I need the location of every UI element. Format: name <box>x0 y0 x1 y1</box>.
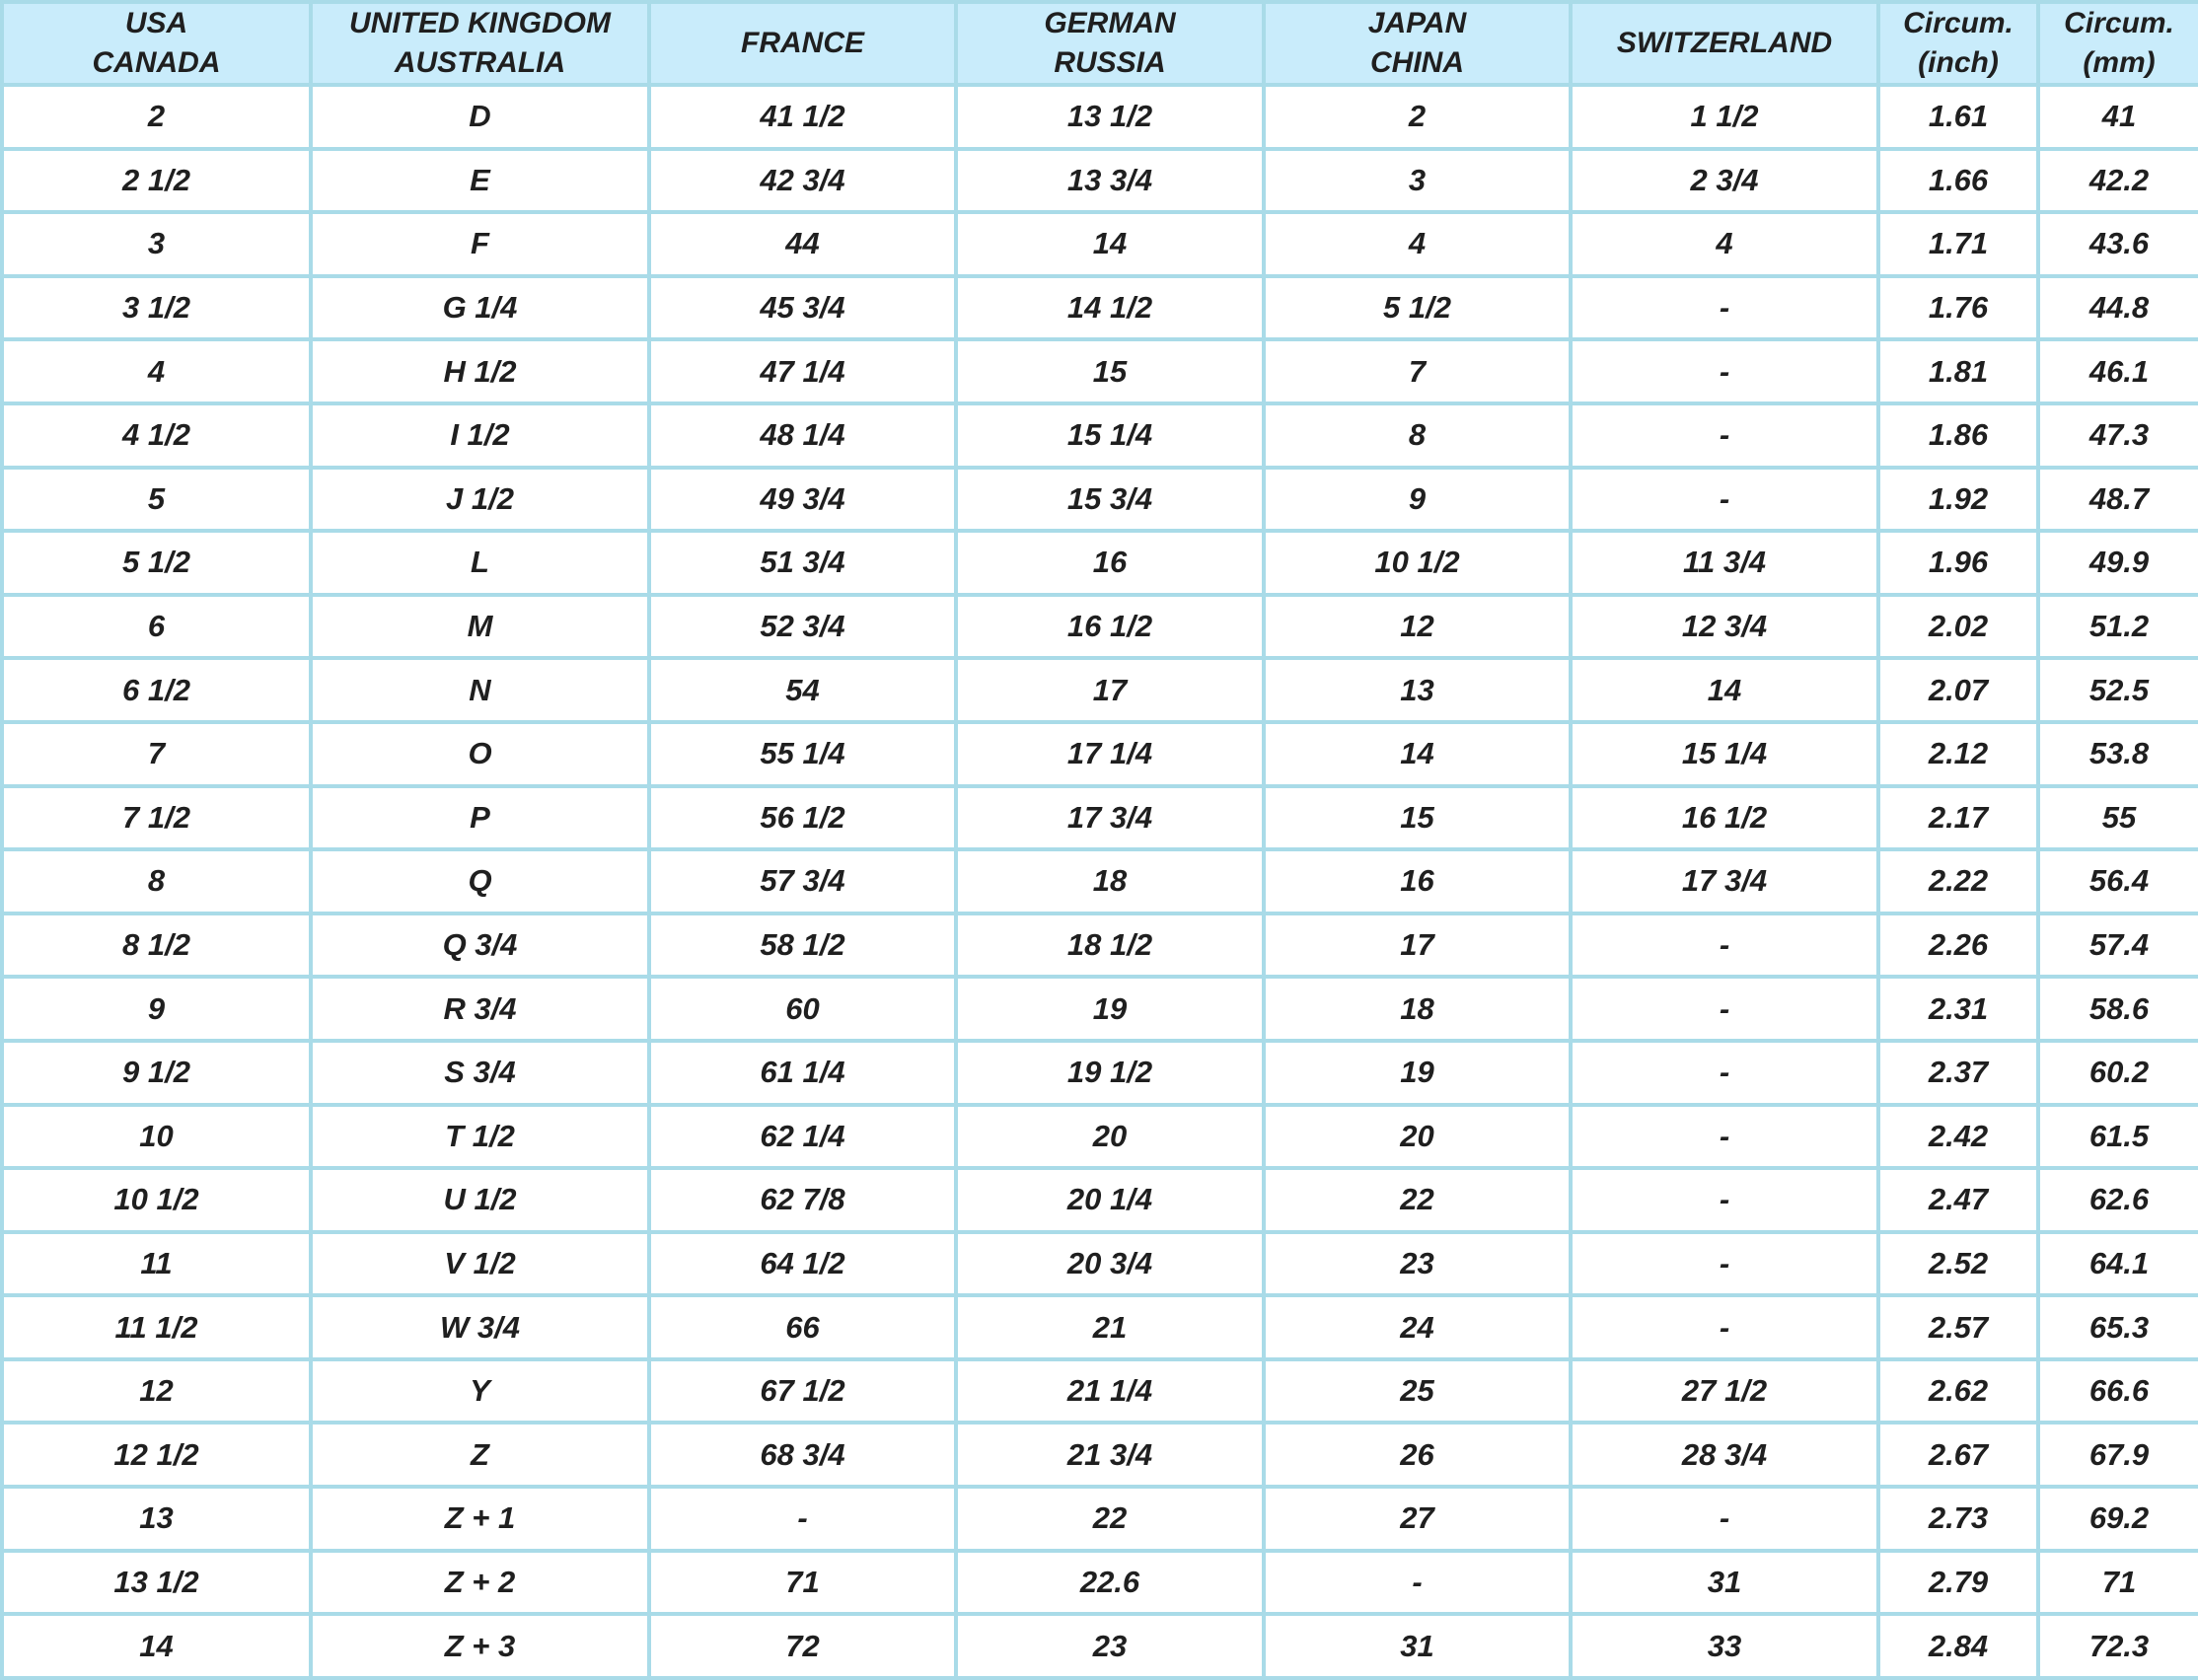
cell-circumference-inch: 2.62 <box>1878 1359 2038 1424</box>
column-header-line: UNITED KINGDOM <box>349 7 611 39</box>
cell-japan-china: 9 <box>1264 468 1571 532</box>
cell-circumference-inch: 2.57 <box>1878 1295 2038 1359</box>
cell-usa-canada: 8 1/2 <box>2 913 311 978</box>
cell-circumference-inch: 2.79 <box>1878 1551 2038 1615</box>
cell-switzerland: 33 <box>1571 1614 1878 1678</box>
cell-switzerland: - <box>1571 1295 1878 1359</box>
cell-france: 62 7/8 <box>649 1168 956 1232</box>
table-row <box>2 339 2198 403</box>
cell-circumference-inch: 2.31 <box>1878 977 2038 1041</box>
cell-circumference-inch: 2.02 <box>1878 595 2038 659</box>
cell-uk-australia: R 3/4 <box>311 977 649 1041</box>
cell-usa-canada: 10 <box>2 1105 311 1169</box>
cell-uk-australia: W 3/4 <box>311 1295 649 1359</box>
cell-switzerland: - <box>1571 1487 1878 1551</box>
table-row <box>2 1551 2198 1615</box>
cell-uk-australia: Z + 3 <box>311 1614 649 1678</box>
cell-usa-canada: 4 1/2 <box>2 403 311 468</box>
cell-circumference-mm: 61.5 <box>2038 1105 2198 1169</box>
cell-german-russia: 17 3/4 <box>956 786 1264 850</box>
cell-switzerland: 17 3/4 <box>1571 849 1878 913</box>
cell-france: 66 <box>649 1295 956 1359</box>
cell-german-russia: 13 1/2 <box>956 85 1264 149</box>
cell-circumference-inch: 1.61 <box>1878 85 2038 149</box>
cell-uk-australia: P <box>311 786 649 850</box>
cell-german-russia: 20 3/4 <box>956 1232 1264 1296</box>
cell-japan-china: 4 <box>1264 212 1571 276</box>
column-header-circumference-inch <box>1878 2 2038 85</box>
cell-switzerland: - <box>1571 1168 1878 1232</box>
cell-circumference-mm: 69.2 <box>2038 1487 2198 1551</box>
table-row <box>2 531 2198 595</box>
cell-circumference-inch: 2.26 <box>1878 913 2038 978</box>
cell-german-russia: 20 <box>956 1105 1264 1169</box>
table-row <box>2 977 2198 1041</box>
cell-japan-china: - <box>1264 1551 1571 1615</box>
cell-switzerland: - <box>1571 468 1878 532</box>
table-row <box>2 849 2198 913</box>
cell-switzerland: 15 1/4 <box>1571 722 1878 786</box>
cell-circumference-mm: 48.7 <box>2038 468 2198 532</box>
table-row <box>2 658 2198 722</box>
cell-japan-china: 16 <box>1264 849 1571 913</box>
table-row <box>2 786 2198 850</box>
cell-circumference-inch: 1.81 <box>1878 339 2038 403</box>
cell-uk-australia: H 1/2 <box>311 339 649 403</box>
cell-uk-australia: S 3/4 <box>311 1041 649 1105</box>
cell-japan-china: 15 <box>1264 786 1571 850</box>
cell-circumference-mm: 55 <box>2038 786 2198 850</box>
header-row <box>2 2 2198 85</box>
cell-german-russia: 17 <box>956 658 1264 722</box>
cell-japan-china: 20 <box>1264 1105 1571 1169</box>
column-header-france <box>649 2 956 85</box>
cell-switzerland: - <box>1571 403 1878 468</box>
cell-german-russia: 14 1/2 <box>956 276 1264 340</box>
cell-circumference-inch: 2.67 <box>1878 1423 2038 1487</box>
cell-usa-canada: 7 <box>2 722 311 786</box>
cell-german-russia: 22 <box>956 1487 1264 1551</box>
cell-japan-china: 31 <box>1264 1614 1571 1678</box>
cell-circumference-mm: 60.2 <box>2038 1041 2198 1105</box>
cell-german-russia: 17 1/4 <box>956 722 1264 786</box>
cell-uk-australia: I 1/2 <box>311 403 649 468</box>
table-row <box>2 595 2198 659</box>
cell-circumference-mm: 46.1 <box>2038 339 2198 403</box>
cell-german-russia: 16 1/2 <box>956 595 1264 659</box>
cell-france: 71 <box>649 1551 956 1615</box>
cell-japan-china: 23 <box>1264 1232 1571 1296</box>
cell-circumference-inch: 1.86 <box>1878 403 2038 468</box>
cell-switzerland: 2 3/4 <box>1571 149 1878 213</box>
cell-switzerland: 1 1/2 <box>1571 85 1878 149</box>
cell-japan-china: 14 <box>1264 722 1571 786</box>
cell-german-russia: 15 <box>956 339 1264 403</box>
column-header-uk-australia <box>311 2 649 85</box>
cell-circumference-inch: 1.71 <box>1878 212 2038 276</box>
cell-usa-canada: 13 <box>2 1487 311 1551</box>
cell-usa-canada: 12 1/2 <box>2 1423 311 1487</box>
cell-france: 62 1/4 <box>649 1105 956 1169</box>
cell-uk-australia: T 1/2 <box>311 1105 649 1169</box>
cell-switzerland: 28 3/4 <box>1571 1423 1878 1487</box>
cell-german-russia: 22.6 <box>956 1551 1264 1615</box>
table-row <box>2 1423 2198 1487</box>
cell-france: 48 1/4 <box>649 403 956 468</box>
column-header-line: RUSSIA <box>1054 46 1166 79</box>
cell-uk-australia: Y <box>311 1359 649 1424</box>
cell-uk-australia: J 1/2 <box>311 468 649 532</box>
cell-uk-australia: Q 3/4 <box>311 913 649 978</box>
column-header-line: JAPAN <box>1367 7 1467 39</box>
cell-usa-canada: 11 1/2 <box>2 1295 311 1359</box>
table-row <box>2 212 2198 276</box>
cell-circumference-mm: 71 <box>2038 1551 2198 1615</box>
cell-usa-canada: 10 1/2 <box>2 1168 311 1232</box>
cell-circumference-inch: 2.22 <box>1878 849 2038 913</box>
table-row <box>2 1487 2198 1551</box>
cell-german-russia: 18 <box>956 849 1264 913</box>
table-row <box>2 1232 2198 1296</box>
cell-circumference-mm: 52.5 <box>2038 658 2198 722</box>
table-row <box>2 1359 2198 1424</box>
column-header-line: (inch) <box>1918 46 1999 79</box>
cell-france: 57 3/4 <box>649 849 956 913</box>
cell-german-russia: 23 <box>956 1614 1264 1678</box>
table-row <box>2 1614 2198 1678</box>
cell-switzerland: 14 <box>1571 658 1878 722</box>
column-header-german-russia <box>956 2 1264 85</box>
cell-france: 49 3/4 <box>649 468 956 532</box>
cell-france: 45 3/4 <box>649 276 956 340</box>
cell-japan-china: 12 <box>1264 595 1571 659</box>
cell-usa-canada: 2 1/2 <box>2 149 311 213</box>
cell-german-russia: 18 1/2 <box>956 913 1264 978</box>
cell-usa-canada: 7 1/2 <box>2 786 311 850</box>
cell-switzerland: - <box>1571 339 1878 403</box>
cell-circumference-inch: 2.42 <box>1878 1105 2038 1169</box>
cell-switzerland: 11 3/4 <box>1571 531 1878 595</box>
cell-uk-australia: U 1/2 <box>311 1168 649 1232</box>
column-header-switzerland <box>1571 2 1878 85</box>
table-row <box>2 468 2198 532</box>
cell-usa-canada: 6 <box>2 595 311 659</box>
cell-uk-australia: F <box>311 212 649 276</box>
column-header-line: USA <box>124 7 188 39</box>
cell-switzerland: - <box>1571 1041 1878 1105</box>
cell-uk-australia: Z <box>311 1423 649 1487</box>
cell-uk-australia: Z + 1 <box>311 1487 649 1551</box>
cell-circumference-inch: 2.73 <box>1878 1487 2038 1551</box>
cell-france: 56 1/2 <box>649 786 956 850</box>
cell-german-russia: 14 <box>956 212 1264 276</box>
cell-france: 55 1/4 <box>649 722 956 786</box>
cell-circumference-inch: 2.07 <box>1878 658 2038 722</box>
cell-japan-china: 7 <box>1264 339 1571 403</box>
cell-japan-china: 5 1/2 <box>1264 276 1571 340</box>
cell-usa-canada: 5 1/2 <box>2 531 311 595</box>
table-row <box>2 1168 2198 1232</box>
cell-circumference-mm: 49.9 <box>2038 531 2198 595</box>
cell-german-russia: 19 1/2 <box>956 1041 1264 1105</box>
column-header-line: (mm) <box>2083 46 2156 79</box>
cell-usa-canada: 6 1/2 <box>2 658 311 722</box>
cell-japan-china: 24 <box>1264 1295 1571 1359</box>
cell-japan-china: 27 <box>1264 1487 1571 1551</box>
cell-japan-china: 8 <box>1264 403 1571 468</box>
cell-uk-australia: E <box>311 149 649 213</box>
column-header-line: Circum. <box>2064 7 2174 39</box>
column-header-line: CANADA <box>92 46 221 79</box>
cell-german-russia: 15 3/4 <box>956 468 1264 532</box>
cell-usa-canada: 9 1/2 <box>2 1041 311 1105</box>
cell-japan-china: 17 <box>1264 913 1571 978</box>
cell-usa-canada: 14 <box>2 1614 311 1678</box>
cell-circumference-inch: 1.76 <box>1878 276 2038 340</box>
cell-circumference-mm: 42.2 <box>2038 149 2198 213</box>
cell-usa-canada: 12 <box>2 1359 311 1424</box>
column-header-usa-canada <box>2 2 311 85</box>
cell-german-russia: 20 1/4 <box>956 1168 1264 1232</box>
cell-japan-china: 19 <box>1264 1041 1571 1105</box>
cell-usa-canada: 13 1/2 <box>2 1551 311 1615</box>
cell-usa-canada: 4 <box>2 339 311 403</box>
cell-german-russia: 21 1/4 <box>956 1359 1264 1424</box>
cell-circumference-mm: 64.1 <box>2038 1232 2198 1296</box>
cell-switzerland: - <box>1571 977 1878 1041</box>
cell-france: 64 1/2 <box>649 1232 956 1296</box>
cell-german-russia: 21 3/4 <box>956 1423 1264 1487</box>
cell-circumference-mm: 51.2 <box>2038 595 2198 659</box>
table-row <box>2 403 2198 468</box>
cell-circumference-mm: 47.3 <box>2038 403 2198 468</box>
cell-japan-china: 22 <box>1264 1168 1571 1232</box>
cell-usa-canada: 3 <box>2 212 311 276</box>
cell-france: 72 <box>649 1614 956 1678</box>
cell-circumference-mm: 62.6 <box>2038 1168 2198 1232</box>
table-row <box>2 1041 2198 1105</box>
cell-switzerland: 16 1/2 <box>1571 786 1878 850</box>
cell-uk-australia: Q <box>311 849 649 913</box>
cell-switzerland: 12 3/4 <box>1571 595 1878 659</box>
cell-japan-china: 10 1/2 <box>1264 531 1571 595</box>
cell-france: 60 <box>649 977 956 1041</box>
cell-circumference-mm: 44.8 <box>2038 276 2198 340</box>
cell-usa-canada: 5 <box>2 468 311 532</box>
cell-france: 67 1/2 <box>649 1359 956 1424</box>
cell-switzerland: - <box>1571 913 1878 978</box>
cell-circumference-mm: 67.9 <box>2038 1423 2198 1487</box>
cell-usa-canada: 2 <box>2 85 311 149</box>
cell-circumference-inch: 2.17 <box>1878 786 2038 850</box>
cell-uk-australia: G 1/4 <box>311 276 649 340</box>
cell-german-russia: 21 <box>956 1295 1264 1359</box>
cell-france: 42 3/4 <box>649 149 956 213</box>
cell-circumference-mm: 57.4 <box>2038 913 2198 978</box>
cell-switzerland: 27 1/2 <box>1571 1359 1878 1424</box>
cell-france: 41 1/2 <box>649 85 956 149</box>
cell-france: 44 <box>649 212 956 276</box>
cell-france: 54 <box>649 658 956 722</box>
cell-switzerland: 31 <box>1571 1551 1878 1615</box>
cell-japan-china: 3 <box>1264 149 1571 213</box>
column-header-circumference-mm <box>2038 2 2198 85</box>
cell-france: - <box>649 1487 956 1551</box>
cell-usa-canada: 8 <box>2 849 311 913</box>
cell-france: 68 3/4 <box>649 1423 956 1487</box>
cell-uk-australia: O <box>311 722 649 786</box>
cell-france: 51 3/4 <box>649 531 956 595</box>
cell-switzerland: - <box>1571 276 1878 340</box>
table-body <box>2 85 2198 1678</box>
cell-circumference-mm: 41 <box>2038 85 2198 149</box>
cell-circumference-inch: 2.37 <box>1878 1041 2038 1105</box>
cell-france: 52 3/4 <box>649 595 956 659</box>
cell-japan-china: 13 <box>1264 658 1571 722</box>
cell-uk-australia: L <box>311 531 649 595</box>
table-row <box>2 85 2198 149</box>
column-header-line: GERMAN <box>1044 7 1176 39</box>
cell-german-russia: 19 <box>956 977 1264 1041</box>
cell-circumference-mm: 58.6 <box>2038 977 2198 1041</box>
column-header-line: CHINA <box>1370 46 1464 79</box>
cell-japan-china: 25 <box>1264 1359 1571 1424</box>
cell-usa-canada: 11 <box>2 1232 311 1296</box>
column-header-line: AUSTRALIA <box>394 46 566 79</box>
cell-uk-australia: D <box>311 85 649 149</box>
cell-circumference-mm: 72.3 <box>2038 1614 2198 1678</box>
table-row <box>2 913 2198 978</box>
cell-france: 58 1/2 <box>649 913 956 978</box>
cell-switzerland: 4 <box>1571 212 1878 276</box>
cell-france: 47 1/4 <box>649 339 956 403</box>
table-header <box>2 2 2198 85</box>
cell-german-russia: 15 1/4 <box>956 403 1264 468</box>
cell-japan-china: 2 <box>1264 85 1571 149</box>
cell-uk-australia: M <box>311 595 649 659</box>
cell-german-russia: 16 <box>956 531 1264 595</box>
cell-japan-china: 26 <box>1264 1423 1571 1487</box>
cell-circumference-mm: 53.8 <box>2038 722 2198 786</box>
column-header-line: SWITZERLAND <box>1616 27 1833 59</box>
cell-switzerland: - <box>1571 1105 1878 1169</box>
cell-uk-australia: Z + 2 <box>311 1551 649 1615</box>
table-row <box>2 1105 2198 1169</box>
column-header-line: FRANCE <box>741 27 864 59</box>
cell-german-russia: 13 3/4 <box>956 149 1264 213</box>
table-row <box>2 1295 2198 1359</box>
column-header-line: Circum. <box>1903 7 2014 39</box>
table-row <box>2 276 2198 340</box>
cell-circumference-mm: 65.3 <box>2038 1295 2198 1359</box>
cell-circumference-mm: 43.6 <box>2038 212 2198 276</box>
cell-circumference-inch: 2.52 <box>1878 1232 2038 1296</box>
cell-circumference-inch: 2.12 <box>1878 722 2038 786</box>
cell-circumference-mm: 66.6 <box>2038 1359 2198 1424</box>
cell-uk-australia: V 1/2 <box>311 1232 649 1296</box>
cell-usa-canada: 9 <box>2 977 311 1041</box>
cell-circumference-mm: 56.4 <box>2038 849 2198 913</box>
cell-japan-china: 18 <box>1264 977 1571 1041</box>
cell-usa-canada: 3 1/2 <box>2 276 311 340</box>
table-row <box>2 149 2198 213</box>
table-row <box>2 722 2198 786</box>
cell-circumference-inch: 1.96 <box>1878 531 2038 595</box>
cell-circumference-inch: 1.66 <box>1878 149 2038 213</box>
cell-circumference-inch: 1.92 <box>1878 468 2038 532</box>
cell-circumference-inch: 2.84 <box>1878 1614 2038 1678</box>
cell-circumference-inch: 2.47 <box>1878 1168 2038 1232</box>
cell-switzerland: - <box>1571 1232 1878 1296</box>
cell-france: 61 1/4 <box>649 1041 956 1105</box>
cell-uk-australia: N <box>311 658 649 722</box>
column-header-japan-china <box>1264 2 1571 85</box>
